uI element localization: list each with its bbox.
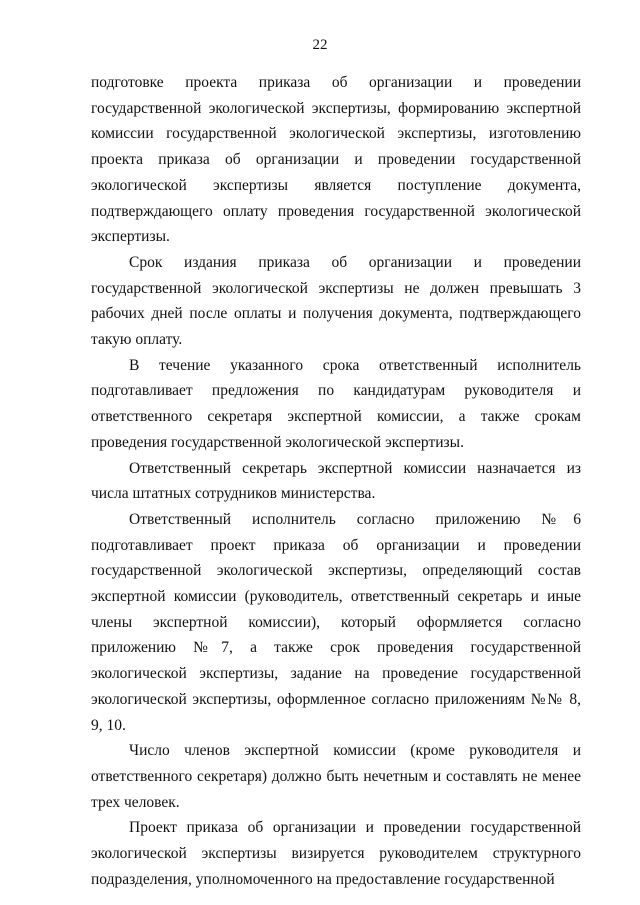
paragraph-secretary-appointment: Ответственный секретарь экспертной комиссии назначается из числа штатных сотрудников министерства.	[91, 459, 581, 503]
body-text	[91, 70, 581, 893]
paragraph-continuation: подготовке проекта приказа об организации и проведении государственной экологической экспертизы, формированию экспертной комиссии государственной экологической экспертизы, изготовлению проекта приказа об организации и проведении государственной экологической экспертизы является поступление документа, подтверждающего оплату проведения государственной экологической экспертизы.	[91, 74, 581, 246]
paragraph-candidate-proposals: В течение указанного срока ответственный исполнитель подготавливает предложения по кандидатурам руководителя и ответственного секретаря экспертной комиссии, а также срокам проведения государственной экологической экспертизы.	[91, 356, 581, 451]
paragraph-order-approval: Проект приказа об организации и проведении государственной экологической экспертизы визируется руководителем структурного подразделения, уполномоченного на предоставление государственной	[91, 819, 581, 888]
paragraph-commission-size: Число членов экспертной комиссии (кроме руководителя и ответственного секретаря) должно быть нечетным и составлять не менее трех человек.	[91, 742, 581, 811]
paragraph-draft-order: Ответственный исполнитель согласно приложению №6 подготавливает проект приказа об организации и проведении государственной экологической экспертизы, определяющий состав экспертной комиссии (руководитель, ответственный секретарь и иные члены экспертной комиссии), который оформляется согласно приложению №7, а также срок проведения государственной экологической экспертизы, задание на проведение государственной экологической экспертизы, оформленное согласно приложениям №№ 8, 9, 10.	[91, 510, 581, 734]
page-number: 22	[312, 37, 328, 53]
paragraph-order-deadline: Срок издания приказа об организации и проведении государственной экологической экспертизы не должен превышать 3 рабочих дней после оплаты и получения документа, подтверждающего такую оплату.	[91, 253, 581, 349]
